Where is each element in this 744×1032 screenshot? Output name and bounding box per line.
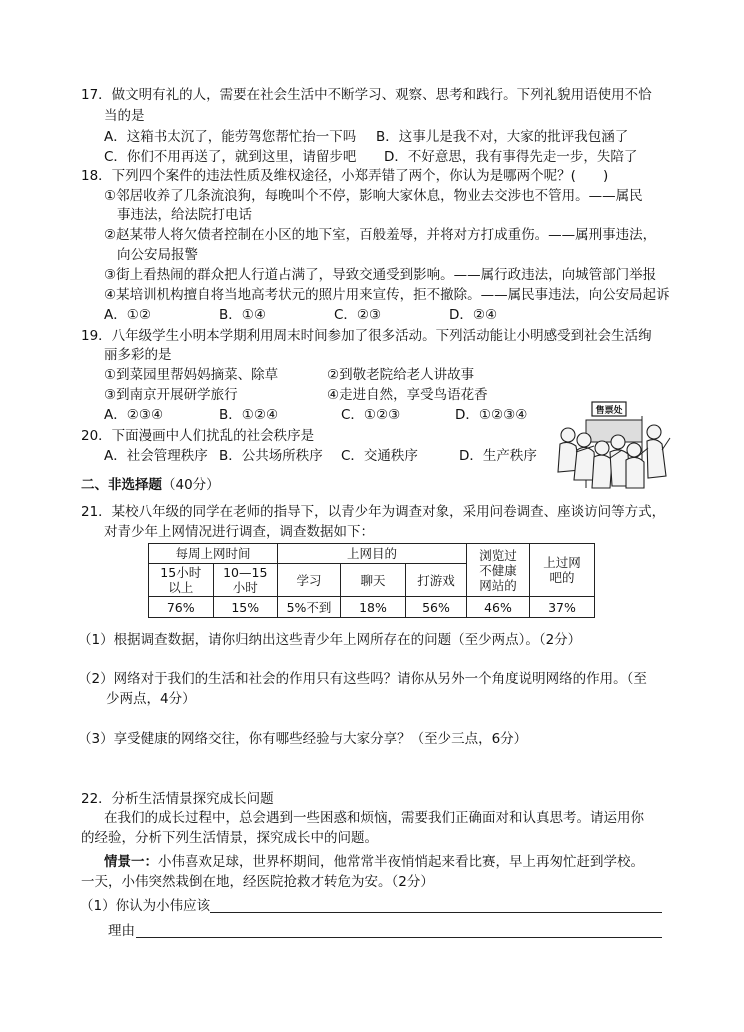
- q19-stem: 19．八年级学生小明本学期利用周末时间参加了很多活动。下列活动能让小明感受到社会生活绚: [81, 328, 652, 344]
- q21-part-3: （3）享受健康的网络交往，你有哪些经验与大家分享？（至少三点，6分）: [78, 731, 528, 747]
- header-unhealthy-line1: 浏览过: [479, 547, 517, 563]
- q17-option-b: B．这事儿是我不对，大家的批评我包涵了: [376, 129, 629, 145]
- q19-stem-cont: 丽多彩的是: [104, 347, 172, 363]
- scene-1-text: 小伟喜欢足球，世界杯期间，他常常半夜悄悄起来看比赛，早上再匆忙赶到学校。: [158, 854, 644, 870]
- answer-line-reason[interactable]: [136, 937, 662, 938]
- header-weekly-time: 每周上网时间: [149, 544, 278, 564]
- subheader-15h-line2: 以上: [168, 580, 194, 595]
- q19-option-c: C．①②③: [341, 407, 401, 423]
- header-netbar-line2: 吧的: [549, 570, 575, 585]
- q21-stem: 21．某校八年级的同学在老师的指导下，以青少年为调查对象，采用问卷调查、座谈访问等方式，: [81, 504, 666, 520]
- header-unhealthy-line3: 网站的: [479, 577, 517, 593]
- subheader-15h: [149, 564, 214, 597]
- q18-case-1-cont: 事违法，给法院打电话: [117, 207, 252, 223]
- value-netbar: 37%: [530, 597, 595, 618]
- q19-choice-1: ①到菜园里帮妈妈摘菜、除草: [104, 367, 279, 383]
- value-15h: 76%: [149, 597, 214, 618]
- q20-option-a: A．社会管理秩序: [104, 448, 208, 464]
- header-netbar-line1: 上过网: [543, 555, 581, 570]
- q22-scene-1-cont: 一天，小伟突然栽倒在地，经医院抢救才转危为安。（2分）: [81, 874, 434, 890]
- q20-option-c: C．交通秩序: [341, 448, 418, 464]
- q22-stem: 22．分析生活情景探究成长问题: [81, 791, 274, 807]
- q19-choice-3: ③到南京开展研学旅行: [104, 387, 238, 403]
- subheader-study: 学习: [278, 564, 341, 597]
- value-study: 5%不到: [278, 597, 341, 618]
- q17-stem: 17．做文明有礼的人，需要在社会生活中不断学习、观察、思考和践行。下列礼貌用语使用不恰: [81, 87, 652, 103]
- subheader-chat: 聊天: [341, 564, 406, 597]
- q21-part-2: （2）网络对于我们的生活和社会的作用只有这些吗？请你从另外一个角度说明网络的作用。（至: [78, 671, 647, 687]
- q21-part-2-cont: 少两点，4分）: [106, 691, 196, 707]
- subheader-10-15h: [213, 564, 278, 597]
- q22-intro-cont: 的经验，分析下列生活情景，探究成长中的问题。: [81, 830, 378, 846]
- q18-option-d: D．②④: [449, 307, 498, 323]
- value-unhealthy: 46%: [467, 597, 530, 618]
- value-games: 56%: [406, 597, 467, 618]
- section-2-heading: [81, 476, 220, 494]
- q17-option-d: D．不好意思，我有事得先走一步，失陪了: [384, 149, 638, 165]
- answer-line-should[interactable]: [210, 912, 662, 913]
- subheader-15h-line1: 15小时: [160, 565, 202, 580]
- q22-part-1-label: （1）你认为小伟应该: [80, 898, 211, 914]
- header-unhealthy: [467, 544, 530, 597]
- reason-label: 理由: [108, 923, 135, 939]
- q19-option-a: A．②③④: [104, 407, 164, 423]
- q20-stem: 20．下面漫画中人们扰乱的社会秩序是: [81, 428, 315, 444]
- q20-option-d: D．生产秩序: [459, 448, 537, 464]
- subheader-10-15h-line2: 小时: [232, 580, 258, 595]
- q18-case-2-cont: 向公安局报警: [117, 247, 198, 263]
- section-2-points: （40分）: [162, 477, 220, 493]
- subheader-games: 打游戏: [406, 564, 467, 597]
- q18-option-b: B．①④: [219, 307, 266, 323]
- q18-case-1: ①邻居收养了几条流浪狗，每晚叫个不停，影响大家休息，物业去交涉也不管用。——属民: [104, 188, 643, 204]
- q18-case-4: ④某培训机构擅自将当地高考状元的照片用来宣传，拒不撤除。——属民事违法，向公安局起诉: [104, 287, 670, 303]
- q17-option-a: A．这箱书太沉了，能劳驾您帮忙抬一下吗: [104, 129, 357, 145]
- value-10-15h: 15%: [213, 597, 278, 618]
- q18-stem: 18．下列四个案件的违法性质及维权途径，小郑弄错了两个，你认为是哪两个呢？( ): [81, 168, 609, 184]
- q21-stem-cont: 对青少年上网情况进行调查，调查数据如下：: [104, 524, 374, 540]
- q18-option-a: A．①②: [104, 307, 151, 323]
- q21-part-1: （1）根据调查数据，请你归纳出这些青少年上网所存在的问题（至少两点）。（2分）: [78, 632, 582, 648]
- survey-table: [148, 543, 595, 618]
- queue-cartoon-image: [550, 400, 675, 492]
- header-purpose: 上网目的: [278, 544, 467, 564]
- q19-choice-4: ④走进自然，享受鸟语花香: [327, 387, 488, 403]
- q19-option-d: D．①②③④: [455, 407, 528, 423]
- q17-stem-cont: 当的是: [104, 108, 145, 124]
- q19-option-b: B．①②④: [219, 407, 279, 423]
- q19-choice-2: ②到敬老院给老人讲故事: [327, 367, 475, 383]
- q17-option-c: C．你们不用再送了，就到这里，请留步吧: [104, 149, 357, 165]
- q18-option-c: C．②③: [334, 307, 382, 323]
- header-netbar: [530, 544, 595, 597]
- q18-case-2: ②赵某带人将欠债者控制在小区的地下室，百般羞辱，并将对方打成重伤。——属刑事违法，: [104, 227, 657, 243]
- section-2-title: 二、非选择题: [81, 477, 162, 493]
- q20-option-b: B．公共场所秩序: [219, 448, 323, 464]
- subheader-10-15h-line1: 10—15: [223, 565, 268, 580]
- q22-scene-1: [104, 853, 644, 871]
- scene-1-label: 情景一：: [104, 854, 158, 870]
- q18-case-3: ③街上看热闹的群众把人行道占满了，导致交通受到影响。——属行政违法，向城管部门举报: [104, 267, 657, 283]
- header-unhealthy-line2: 不健康: [479, 562, 517, 578]
- ticket-office-sign: 售票处: [595, 406, 623, 416]
- q22-intro: 在我们的成长过程中，总会遇到一些困惑和烦恼，需要我们正确面对和认真思考。请运用你: [104, 810, 644, 826]
- value-chat: 18%: [341, 597, 406, 618]
